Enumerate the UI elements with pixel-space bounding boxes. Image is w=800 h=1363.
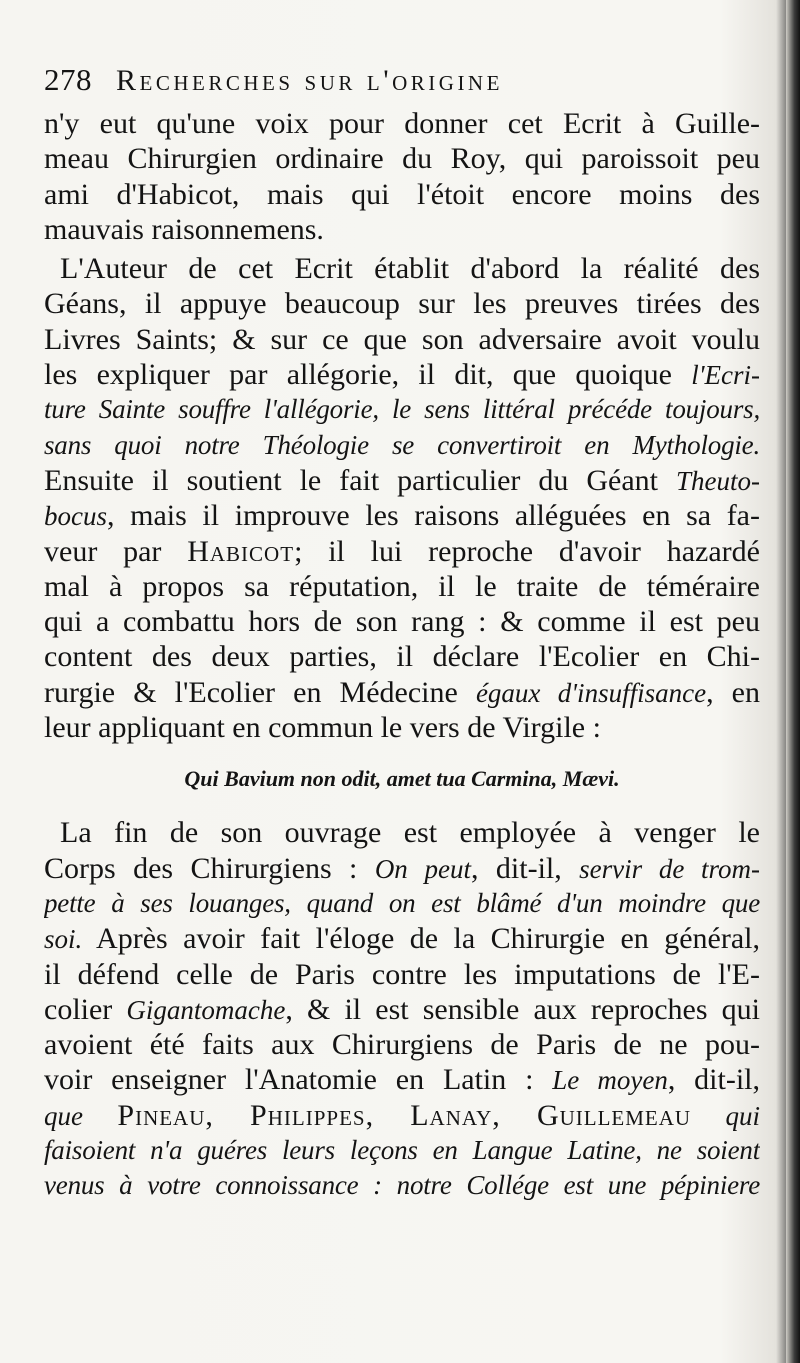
text-line xyxy=(44,992,760,1027)
text-line xyxy=(44,357,760,392)
italic-run: Theuto- xyxy=(676,465,760,496)
paragraph-3 xyxy=(44,815,760,1203)
text-line: n'y eut qu'une voix pour donner cet Ecrit à Guille- xyxy=(44,107,760,140)
verse-quotation: Qui Bavium non odit, amet tua Carmina, Mævi. xyxy=(184,766,620,792)
italic-run: soi. xyxy=(44,924,83,955)
text-run: , & il est sensible aux reproches qui xyxy=(285,992,760,1026)
text-line: leur appliquant en commun le vers de Virgile : xyxy=(44,711,601,745)
running-title: Recherches sur l'origine xyxy=(116,64,503,97)
text-run: Corps des Chirurgiens : xyxy=(44,851,375,885)
text-line xyxy=(44,1062,760,1097)
text-run: voir enseigner l'Anatomie en Latin : xyxy=(44,1063,553,1097)
text-run: , dit-il, xyxy=(667,1063,760,1097)
text-line xyxy=(44,498,760,533)
italic-line: faisoient n'a guéres leurs leçons en Langue Latine, ne soient xyxy=(44,1135,760,1166)
italic-run: qui xyxy=(691,1100,760,1131)
text-line: mal à propos sa réputation, il le traite de téméraire xyxy=(44,569,760,603)
italic-line: sans quoi notre Théologie se convertiroit en Mythologie. xyxy=(44,429,760,460)
text-line xyxy=(44,675,760,710)
text-run: , en xyxy=(706,675,760,709)
text-run: ; il lui reproche d'avoir hazardé xyxy=(294,534,760,568)
text-line: avoient été faits aux Chirurgiens de Paris de ne pou- xyxy=(44,1028,760,1062)
text-run: rurgie & l'Ecolier en Médecine xyxy=(44,675,476,709)
text-line: La fin de son ouvrage est employée à venger le xyxy=(60,816,760,850)
italic-run: Gigantomache xyxy=(126,994,286,1025)
italic-run: l'Ecri- xyxy=(691,360,760,391)
italic-line: ture Sainte souffre l'allégorie, le sens littéral précéde toujours, xyxy=(44,394,760,425)
text-line xyxy=(44,534,760,569)
text-run: , dit-il, xyxy=(470,851,580,885)
text-run: les expliquer par allégorie, il dit, que quoique xyxy=(44,358,692,392)
text-line: ami d'Habicot, mais qui l'étoit encore moins des xyxy=(44,177,760,211)
text-line xyxy=(44,851,760,886)
text-run: , mais il improuve les raisons alléguées en sa fa- xyxy=(107,499,760,533)
page-number: 278 xyxy=(44,62,92,97)
text-line: qui a combattu hors de son rang : & comme il est peu xyxy=(44,605,760,639)
text-line: mauvais raisonnemens. xyxy=(44,212,324,246)
italic-run: que xyxy=(44,1100,118,1131)
italic-run: bocus xyxy=(44,501,107,532)
italic-run: On peut xyxy=(374,853,471,884)
text-line: L'Auteur de cet Ecrit établit d'abord la réalité des xyxy=(60,252,760,286)
page-text xyxy=(44,62,760,1204)
text-line: Livres Saints; & sur ce que son adversaire avoit voulu xyxy=(44,322,760,356)
italic-run: Le moyen xyxy=(552,1065,668,1096)
italic-run: servir de trom- xyxy=(579,853,760,884)
text-run: veur par xyxy=(44,534,188,568)
italic-line: venus à votre connoissance : notre Collége est une pépiniere xyxy=(44,1170,760,1201)
small-caps-name: Pineau, Philippes, Lanay, Guillemeau xyxy=(117,1098,692,1132)
running-head xyxy=(44,62,760,106)
text-line: content des deux parties, il déclare l'Ecolier en Chi- xyxy=(44,640,760,674)
text-run: Après avoir fait l'éloge de la Chirurgie en général, xyxy=(82,922,760,956)
text-run: colier xyxy=(44,992,127,1026)
italic-run: égaux d'insuffisance xyxy=(475,677,707,708)
text-line: meau Chirurgien ordinaire du Roy, qui paroissoit peu xyxy=(44,142,760,176)
book-spine-shadow xyxy=(786,0,800,1363)
small-caps-name: Habicot xyxy=(187,534,295,568)
text-line xyxy=(44,921,760,956)
paragraph-1 xyxy=(44,106,760,247)
text-line: il défend celle de Paris contre les imputations de l'E- xyxy=(44,957,760,991)
text-line: Géans, il appuye beaucoup sur les preuves tirées des xyxy=(44,287,760,321)
italic-line: pette à ses louanges, quand on est blâmé d'un moindre que xyxy=(44,887,760,918)
paragraph-2 xyxy=(44,251,760,745)
text-line xyxy=(44,463,760,498)
text-run: Ensuite il soutient le fait particulier du Géant xyxy=(44,463,676,497)
text-line xyxy=(44,1098,760,1133)
